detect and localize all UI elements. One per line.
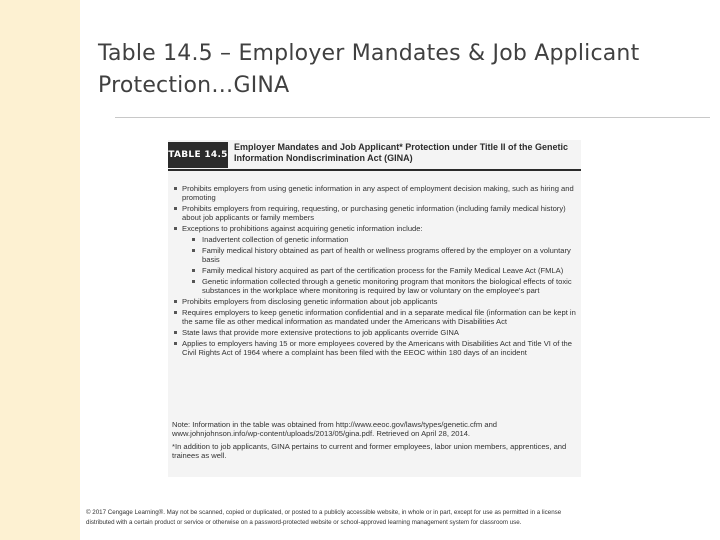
bullet-icon <box>174 311 177 314</box>
bullet-icon <box>174 207 177 210</box>
bullet-icon <box>174 187 177 190</box>
table-header <box>168 140 581 170</box>
table-list-item <box>172 328 577 337</box>
slide-title-line-1: Table 14.5 – Employer Mandates & Job Applicant <box>98 41 640 66</box>
table-item-text: Prohibits employers from requiring, requesting, or purchasing genetic information (including family medical history) about job applicants or family members <box>182 204 566 222</box>
copyright-line-2: distributed with a certain product or service or otherwise on a password-protected website or school-approved learning management system for classroom use. <box>86 519 522 526</box>
table-body <box>172 184 577 359</box>
copyright-line-1: © 2017 Cengage Learning®. May not be scanned, copied or duplicated, or posted to a publicly accessible website, in whole or in part, except for use as permitted in a license <box>86 509 562 516</box>
table-sub-item <box>172 277 577 295</box>
table-item-text: Exceptions to prohibitions against acquiring genetic information include: <box>182 224 423 233</box>
table-sub-item <box>172 235 577 244</box>
table-item-text: Inadvertent collection of genetic information <box>202 235 349 244</box>
table-notes <box>172 420 577 464</box>
slide-title <box>98 38 718 102</box>
left-accent-bar <box>0 0 80 540</box>
bullet-icon <box>192 269 195 272</box>
table-header-rule <box>168 169 581 171</box>
table-number-badge: TABLE 14.5 <box>168 142 228 168</box>
table-item-text: Genetic information collected through a genetic monitoring program that monitors the biological effects of toxic substances in the workplace where monitoring is required by law or voluntary on the employee's part <box>202 277 572 295</box>
table-sub-item <box>172 266 577 275</box>
table-image <box>168 140 581 477</box>
table-list-item <box>172 204 577 222</box>
table-source-note: Note: Information in the table was obtained from http://www.eeoc.gov/laws/types/genetic.cfm and www.johnjohnson.info/wp-content/uploads/2013/05/gina.pdf. Retrieved on April 28, 2014. <box>172 420 498 438</box>
table-item-text: Requires employers to keep genetic information confidential and in a separate medical file (information can be kept in the same file as other medical information as mandated under the Americans with Disabilities Act <box>182 308 576 326</box>
title-divider <box>115 117 710 118</box>
table-item-text: State laws that provide more extensive protections to job applicants override GINA <box>182 328 459 337</box>
bullet-icon <box>174 331 177 334</box>
table-item-text: Family medical history acquired as part of the certification process for the Family Medical Leave Act (FMLA) <box>202 266 564 275</box>
table-list-item <box>172 184 577 202</box>
table-item-text: Applies to employers having 15 or more employees covered by the Americans with Disabilities Act and Title VI of the Civil Rights Act of 1964 where a complaint has been filed with the EEOC within 180 days of an incident <box>182 339 573 357</box>
table-list-item <box>172 297 577 306</box>
table-list-item <box>172 308 577 326</box>
copyright-notice <box>86 508 716 528</box>
table-item-text: Prohibits employers from disclosing genetic information about job applicants <box>182 297 438 306</box>
table-footnote: *In addition to job applicants, GINA pertains to current and former employees, labor union members, apprentices, and trainees as well. <box>172 442 567 460</box>
table-list-item <box>172 224 577 233</box>
table-heading: Employer Mandates and Job Applicant* Protection under Title II of the Genetic Information Nondiscrimination Act (GINA) <box>234 142 569 163</box>
bullet-icon <box>174 227 177 230</box>
bullet-icon <box>174 342 177 345</box>
bullet-icon <box>192 249 195 252</box>
table-item-text: Family medical history obtained as part of health or wellness programs offered by the employer on a voluntary basis <box>202 246 571 264</box>
slide-title-line-2: Protection…GINA <box>98 73 290 98</box>
table-list-item <box>172 339 577 357</box>
table-item-text: Prohibits employers from using genetic information in any aspect of employment decision making, such as hiring and promoting <box>182 184 574 202</box>
bullet-icon <box>192 238 195 241</box>
bullet-icon <box>192 280 195 283</box>
bullet-icon <box>174 300 177 303</box>
table-sub-item <box>172 246 577 264</box>
